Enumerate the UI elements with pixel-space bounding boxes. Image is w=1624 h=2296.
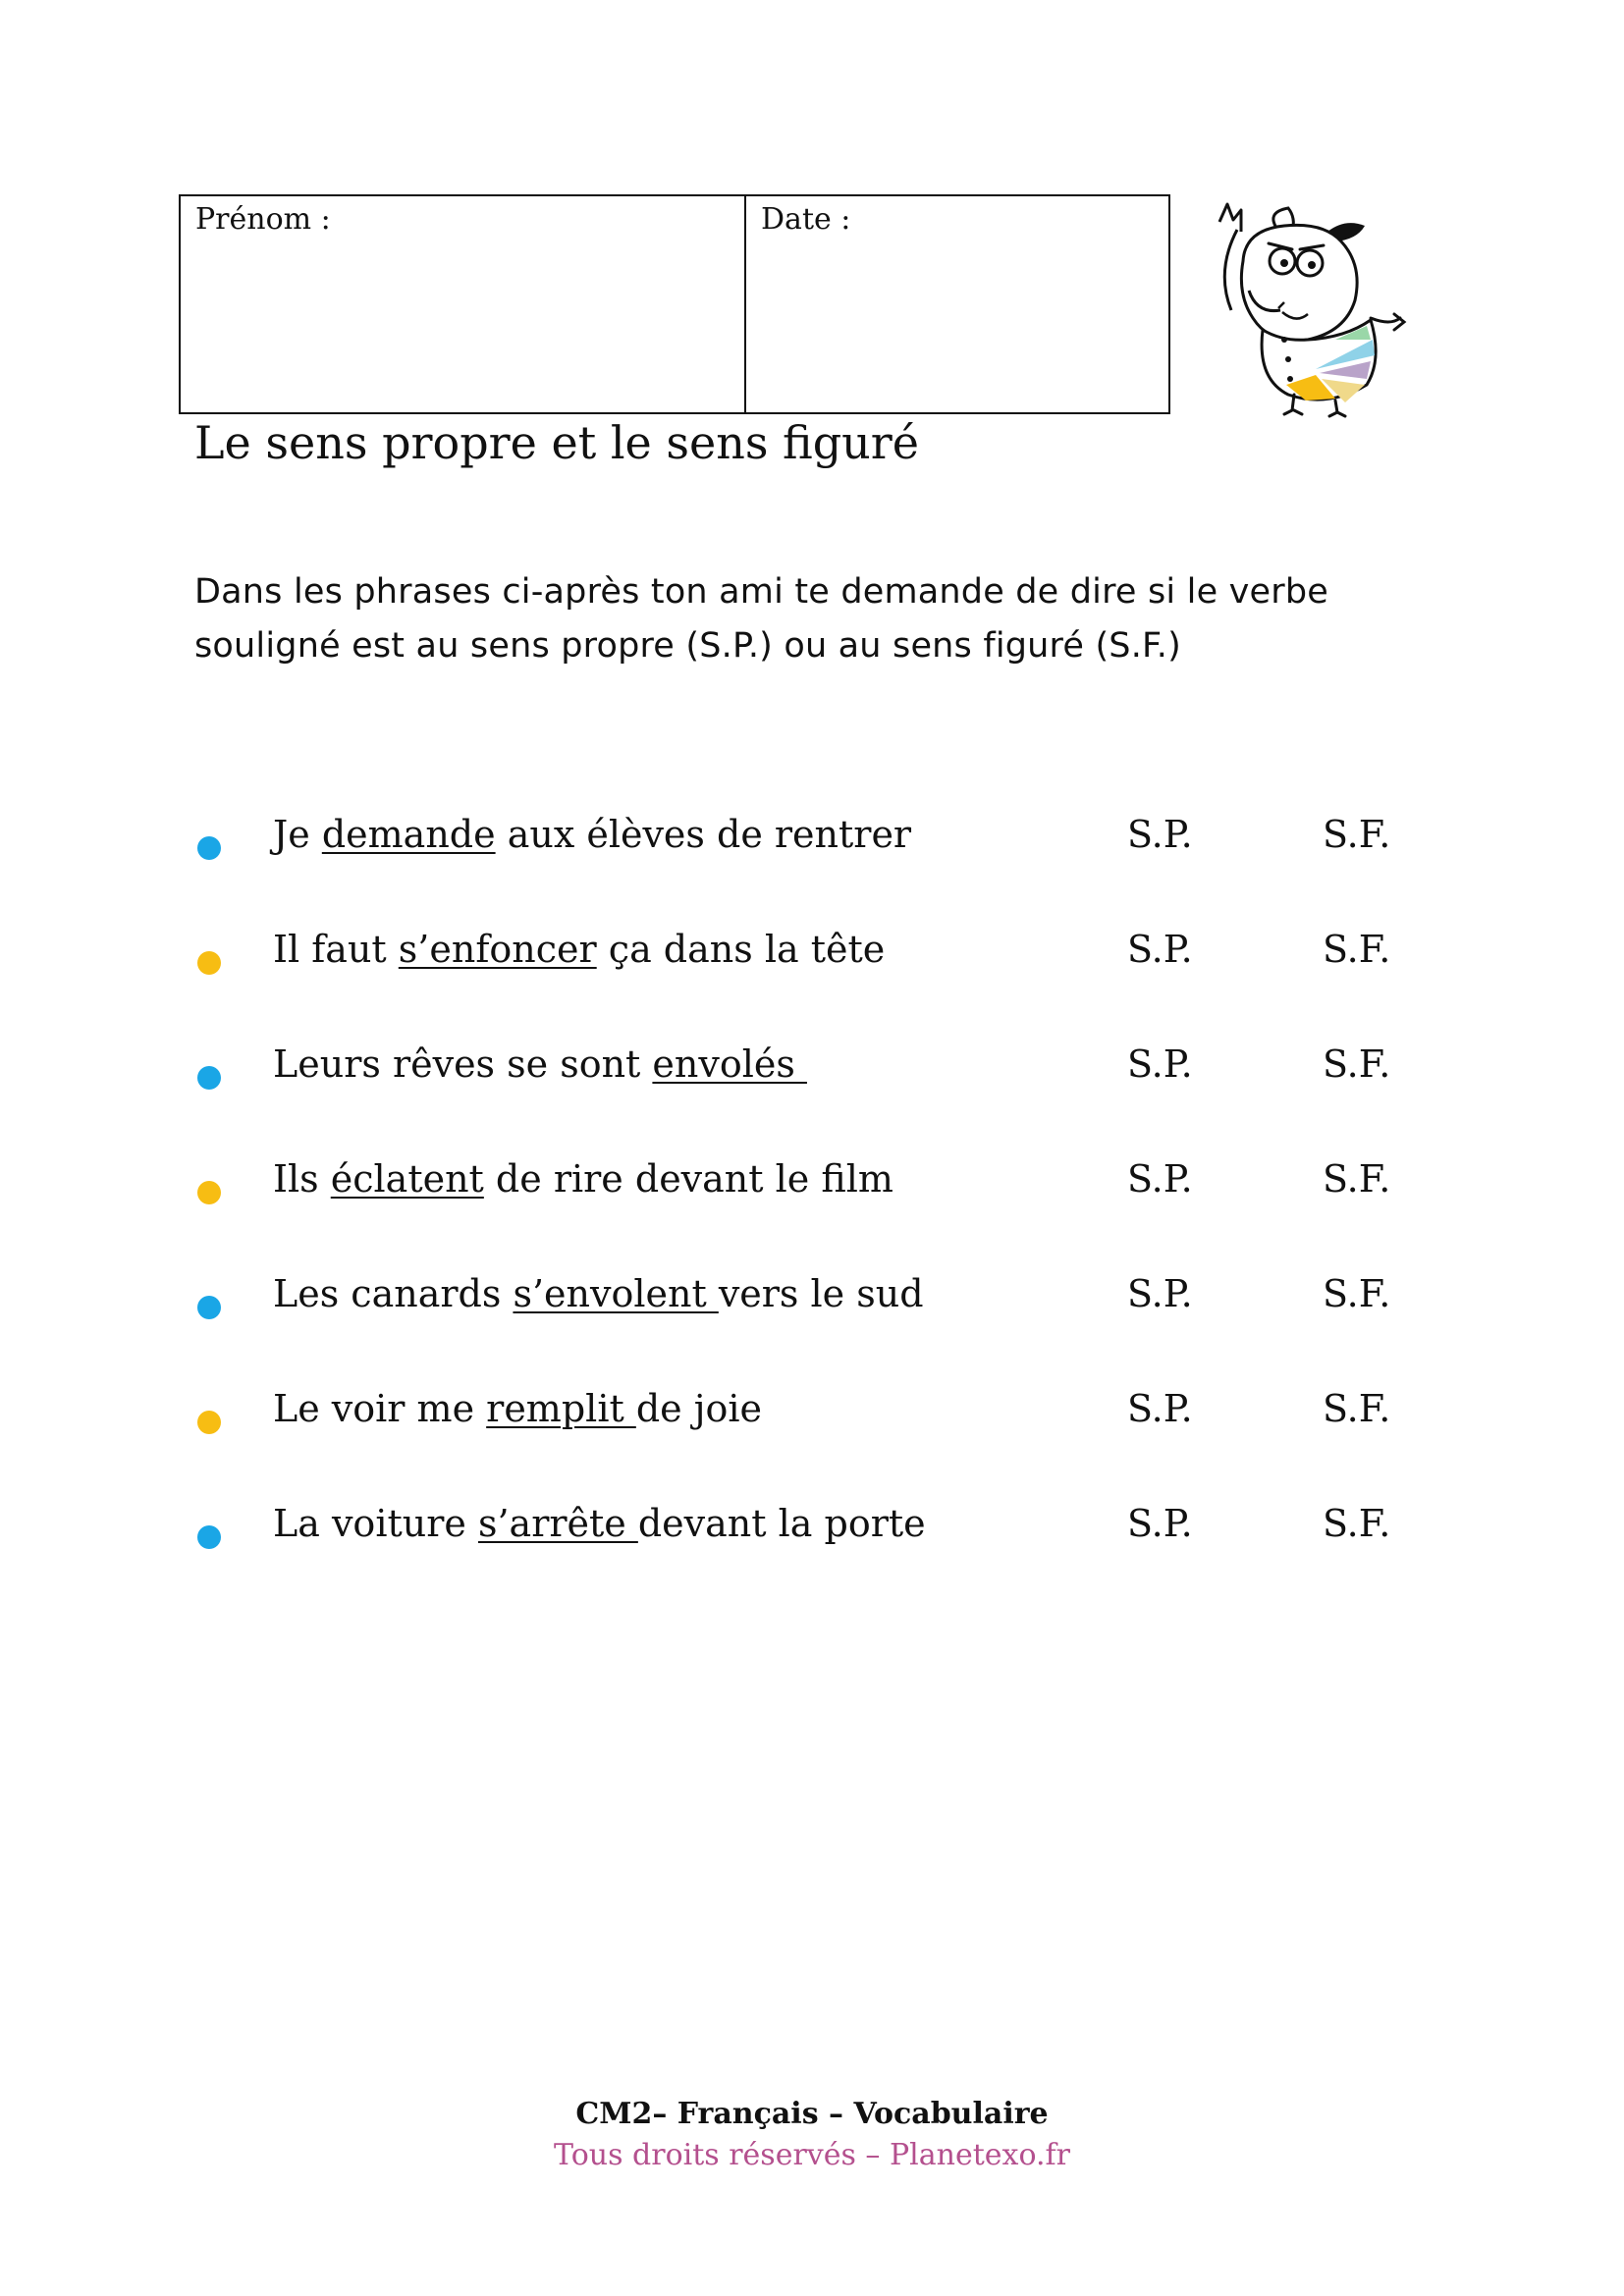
underlined-verb: envolés — [652, 1042, 807, 1086]
sentence-before-verb: Je — [273, 813, 322, 856]
exercise-sentence — [273, 1387, 762, 1430]
underlined-verb: remplit — [486, 1387, 636, 1430]
exercise-sentence — [273, 928, 885, 971]
footer-course-label: CM2– Français – Vocabulaire — [575, 2097, 1049, 2131]
underlined-verb: éclatent — [330, 1157, 484, 1201]
option-sens-figure[interactable]: S.F. — [1323, 1042, 1391, 1086]
option-sens-figure[interactable]: S.F. — [1323, 1502, 1391, 1545]
date-field[interactable] — [746, 196, 1168, 412]
exercise-row — [0, 1502, 1624, 1617]
footer-copyright: Tous droits réservés – Planetexo.fr — [554, 2138, 1070, 2172]
exercise-list — [0, 813, 1624, 1617]
sheep-mascot-icon — [1198, 192, 1414, 420]
sentence-after-verb: devant la porte — [637, 1502, 926, 1545]
bullet-dot-icon — [197, 1066, 221, 1090]
exercise-row — [0, 928, 1624, 1042]
option-sens-figure[interactable]: S.F. — [1323, 1387, 1391, 1430]
sentence-after-verb: vers le sud — [718, 1272, 924, 1315]
page-title: Le sens propre et le sens figuré — [194, 416, 920, 469]
underlined-verb: demande — [321, 813, 496, 856]
instructions-text: Dans les phrases ci-après ton ami te demande de dire si le verbe souligné est au sens propre (S.P.) ou au sens figuré (S.F.) — [194, 572, 1329, 666]
exercise-row — [0, 1042, 1624, 1157]
option-sens-propre[interactable]: S.P. — [1127, 813, 1193, 856]
underlined-verb: s’envolent — [513, 1272, 719, 1315]
sentence-after-verb: ça dans la tête — [596, 928, 886, 971]
bullet-dot-icon — [197, 836, 221, 860]
option-sens-figure[interactable]: S.F. — [1323, 1157, 1391, 1201]
sentence-before-verb: La voiture — [273, 1502, 478, 1545]
sentence-before-verb: Il faut — [273, 928, 399, 971]
underlined-verb: s’enfoncer — [398, 928, 597, 971]
exercise-sentence — [273, 1272, 924, 1315]
prenom-label: Prénom : — [195, 202, 331, 237]
exercise-row — [0, 1387, 1624, 1502]
prenom-field[interactable] — [181, 196, 746, 412]
sentence-after-verb: de joie — [635, 1387, 763, 1430]
option-sens-figure[interactable]: S.F. — [1323, 928, 1391, 971]
exercise-sentence — [273, 813, 911, 856]
underlined-verb: s’arrête — [477, 1502, 638, 1545]
bullet-dot-icon — [197, 1296, 221, 1319]
option-sens-propre[interactable]: S.P. — [1127, 1157, 1193, 1201]
option-sens-propre[interactable]: S.P. — [1127, 1272, 1193, 1315]
bullet-dot-icon — [197, 1411, 221, 1434]
bullet-dot-icon — [197, 1181, 221, 1204]
option-sens-propre[interactable]: S.P. — [1127, 928, 1193, 971]
exercise-sentence — [273, 1042, 807, 1086]
exercise-sentence — [273, 1502, 926, 1545]
sentence-after-verb: de rire devant le film — [483, 1157, 893, 1201]
option-sens-figure[interactable]: S.F. — [1323, 813, 1391, 856]
sentence-before-verb: Ils — [273, 1157, 331, 1201]
option-sens-propre[interactable]: S.P. — [1127, 1042, 1193, 1086]
bullet-dot-icon — [197, 1525, 221, 1549]
exercise-sentence — [273, 1157, 893, 1201]
sentence-before-verb: Les canards — [273, 1272, 514, 1315]
sentence-after-verb: aux élèves de rentrer — [495, 813, 912, 856]
option-sens-propre[interactable]: S.P. — [1127, 1502, 1193, 1545]
exercise-row — [0, 1157, 1624, 1272]
exercise-row — [0, 813, 1624, 928]
student-info-box — [179, 194, 1170, 414]
bullet-dot-icon — [197, 951, 221, 975]
sentence-before-verb: Leurs rêves se sont — [273, 1042, 653, 1086]
sentence-before-verb: Le voir me — [273, 1387, 487, 1430]
exercise-row — [0, 1272, 1624, 1387]
option-sens-figure[interactable]: S.F. — [1323, 1272, 1391, 1315]
option-sens-propre[interactable]: S.P. — [1127, 1387, 1193, 1430]
date-label: Date : — [761, 202, 851, 237]
